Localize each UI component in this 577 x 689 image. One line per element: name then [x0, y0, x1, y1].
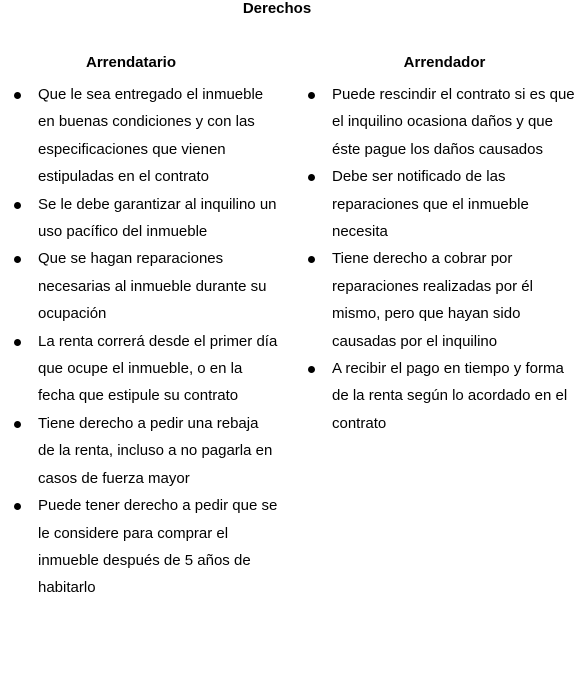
list-item	[302, 163, 577, 245]
list-item-text: Tiene derecho a pedir una rebaja de la renta, incluso a no pagarla en casos de fuerza mayor	[38, 414, 273, 487]
page-title: Derechos	[242, 0, 312, 17]
bullet-icon	[14, 92, 21, 99]
list-item	[8, 81, 278, 191]
arrendador-list	[302, 81, 577, 437]
bullet-icon	[14, 339, 21, 346]
bullet-icon	[14, 503, 21, 510]
column-heading-arrendatario: Arrendatario	[85, 54, 177, 71]
list-item-text: Se le debe garantizar al inquilino un uso pacífico del inmueble	[38, 195, 277, 241]
list-item	[8, 328, 278, 410]
arrendador-column	[302, 54, 577, 437]
bullet-icon	[308, 174, 315, 181]
list-item-text: A recibir el pago en tiempo y forma de la renta según lo acordado en el contrato	[332, 360, 568, 432]
list-item	[8, 410, 278, 492]
list-item-text: Puede rescindir el contrato si es que el inquilino ocasiona daños y que éste pague los daños causados	[332, 86, 575, 158]
list-item	[302, 355, 577, 437]
list-item	[8, 245, 278, 327]
list-item	[302, 81, 577, 163]
list-item	[302, 245, 577, 355]
list-item-text: Que se hagan reparaciones necesarias al inmueble durante su ocupación	[38, 250, 267, 323]
list-item-text: Que le sea entregado el inmueble en buenas condiciones y con las especificaciones que vienen estipuladas en el contrato	[38, 86, 264, 186]
bullet-icon	[14, 421, 21, 428]
list-item-text: Debe ser notificado de las reparaciones que el inmueble necesita	[332, 168, 529, 241]
list-item-text: Puede tener derecho a pedir que se le considere para comprar el inmueble después de 5 años de habitarlo	[38, 497, 278, 597]
bullet-icon	[308, 92, 315, 99]
bullet-icon	[14, 202, 21, 209]
list-item	[8, 492, 278, 602]
bullet-icon	[308, 256, 315, 263]
bullet-icon	[14, 256, 21, 263]
column-heading-arrendador: Arrendador	[403, 54, 486, 71]
arrendatario-column	[8, 54, 278, 602]
list-item-text: La renta correrá desde el primer día que ocupe el inmueble, o en la fecha que estipule su contrato	[38, 332, 278, 405]
bullet-icon	[308, 366, 315, 373]
list-item-text: Tiene derecho a cobrar por reparaciones realizadas por él mismo, pero que hayan sido causadas por el inquilino	[332, 250, 533, 350]
arrendatario-list	[8, 81, 278, 602]
list-item	[8, 191, 278, 246]
